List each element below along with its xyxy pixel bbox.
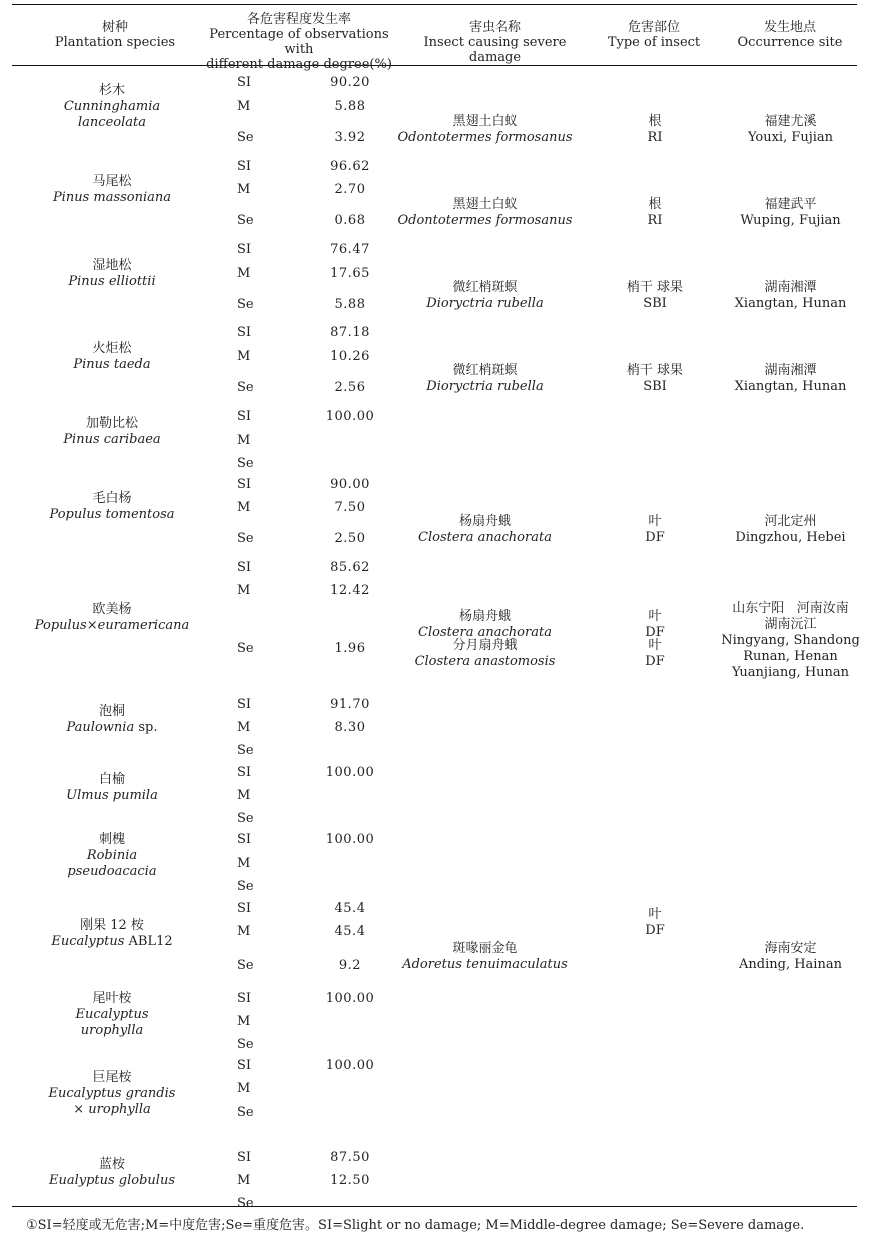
damage-percentage-value: 8.30 (334, 720, 366, 735)
species-cell (12, 491, 212, 523)
damage-level-label: M (237, 583, 251, 598)
type-cell (600, 609, 710, 670)
site-en: Ningyang, Shandong (721, 633, 860, 648)
damage-percentage-value: 100.00 (325, 1058, 375, 1073)
damage-level-label: Se (237, 1196, 254, 1211)
type-cn: 根 (648, 197, 662, 212)
header-rate-en-2: different damage degree(%) (206, 57, 392, 72)
damage-percentage-value: 3.92 (334, 130, 366, 145)
table-bottom-rule (12, 1206, 857, 1207)
insect-cell (390, 280, 580, 312)
species-cell (12, 174, 212, 206)
damage-level-label: SI (237, 901, 252, 916)
site-cell (718, 114, 863, 146)
header-site-cn: 发生地点 (763, 20, 816, 35)
site-cell (718, 941, 863, 973)
damage-percentage-value: 100.00 (325, 409, 375, 424)
species-name-cn: 蓝桉 (98, 1157, 125, 1172)
damage-percentage-value: 12.50 (330, 1173, 370, 1188)
damage-level-label: M (237, 433, 251, 448)
header-species-cn: 树种 (101, 20, 128, 35)
species-cell (12, 602, 212, 634)
insect-name-cn: 杨扇舟蛾 (458, 514, 511, 529)
insect-name-en: Odontotermes formosanus (397, 130, 573, 145)
insect-name-en: Dioryctria rubella (426, 296, 544, 311)
site-en: Youxi, Fujian (747, 130, 834, 145)
species-name-cn: 尾叶桉 (92, 991, 132, 1006)
site-cell (718, 363, 863, 395)
damage-percentage-value: 5.88 (334, 297, 366, 312)
insect-cell (390, 363, 580, 395)
site-cn: 河北定州 (764, 514, 817, 529)
site-cell (718, 514, 863, 546)
damage-level-label: M (237, 1081, 251, 1096)
species-name-en: urophylla (80, 1023, 144, 1038)
site-cell (718, 601, 863, 681)
insect-cell (390, 609, 580, 670)
species-name-en: Populus tomentosa (49, 507, 175, 522)
species-cell (12, 918, 212, 950)
site-cell (718, 280, 863, 312)
type-cn: 叶 (648, 907, 662, 922)
footnote: ①SI=轻度或无危害;M=中度危害;Se=重度危害。SI=Slight or no damage; M=Middle-degree damage; Se=Severe damage. (26, 1218, 805, 1233)
type-cell (600, 363, 710, 395)
species-cell (12, 416, 212, 448)
header-rate-en-1: Percentage of observations with (209, 27, 389, 57)
site-cn: 山东宁阳 河南汝南 (732, 601, 849, 616)
site-en: Dingzhou, Hebei (735, 530, 846, 545)
damage-level-label: M (237, 500, 251, 515)
damage-percentage-value: 85.62 (330, 560, 370, 575)
damage-percentage-value: 87.50 (330, 1150, 370, 1165)
damage-level-label: M (237, 266, 251, 281)
damage-level-label: M (237, 1173, 251, 1188)
type-en: DF (645, 625, 665, 640)
species-name-cn: 白榆 (98, 772, 125, 787)
damage-level-label: Se (237, 958, 254, 973)
insect-name-en: Dioryctria rubella (426, 379, 544, 394)
header-insect-en: Insect causing severe damage (423, 35, 567, 65)
damage-level-label: M (237, 788, 251, 803)
damage-percentage-value: 45.4 (334, 901, 366, 916)
insect-name-en: Clostera anachorata (418, 625, 552, 640)
damage-level-label: Se (237, 130, 254, 145)
insect-name-en: Adoretus tenuimaculatus (402, 957, 568, 972)
damage-level-label: Se (237, 811, 254, 826)
species-name-cn: 泡桐 (98, 704, 125, 719)
header-species (30, 20, 200, 50)
insect-name-cn: 分月扇舟蛾 (452, 638, 518, 653)
damage-level-label: SI (237, 409, 252, 424)
type-en: RI (647, 213, 663, 228)
insect-cell (390, 514, 580, 546)
species-name-en: Eucalyptus grandis (48, 1086, 176, 1101)
species-name-cn: 刺槐 (98, 832, 125, 847)
damage-level-label: Se (237, 879, 254, 894)
damage-percentage-value: 91.70 (330, 697, 370, 712)
damage-level-label: Se (237, 531, 254, 546)
species-name-en: Eucalyptus ABL12 (51, 934, 173, 949)
species-name-en: Pinus massoniana (52, 190, 172, 205)
type-cell (600, 280, 710, 312)
species-name-en: × urophylla (73, 1102, 151, 1117)
damage-level-label: Se (237, 641, 254, 656)
species-cell (12, 83, 212, 131)
insect-name-en: Clostera anachorata (418, 530, 552, 545)
type-cn: 叶 (648, 514, 662, 529)
species-name-en: Eucalyptus (75, 1007, 149, 1022)
damage-percentage-value: 2.70 (334, 182, 366, 197)
species-cell (12, 991, 212, 1039)
header-bottom-rule (12, 65, 857, 66)
site-cn: 海南安定 (764, 941, 817, 956)
insect-name-en: Clostera anastomosis (414, 654, 556, 669)
damage-level-label: Se (237, 743, 254, 758)
damage-level-label: SI (237, 325, 252, 340)
type-cell (600, 514, 710, 546)
damage-level-label: SI (237, 477, 252, 492)
damage-level-label: M (237, 1014, 251, 1029)
type-en: DF (645, 923, 665, 938)
species-name-en: lanceolata (78, 115, 146, 130)
site-cn: 湖南湘潭 (764, 280, 817, 295)
damage-level-label: M (237, 99, 251, 114)
species-name-cn: 巨尾桉 (92, 1070, 132, 1085)
type-cell (600, 197, 710, 229)
damage-level-label: M (237, 349, 251, 364)
damage-percentage-value: 90.20 (330, 75, 370, 90)
damage-level-label: SI (237, 832, 252, 847)
damage-level-label: SI (237, 560, 252, 575)
species-cell (12, 1070, 212, 1118)
species-cell (12, 772, 212, 804)
type-cn: 叶 (648, 609, 662, 624)
site-en: Anding, Hainan (739, 957, 842, 972)
damage-percentage-value: 12.42 (330, 583, 370, 598)
damage-level-label: M (237, 856, 251, 871)
header-species-en: Plantation species (54, 35, 176, 50)
damage-percentage-value: 10.26 (330, 349, 370, 364)
insect-name-cn: 杨扇舟蛾 (458, 609, 511, 624)
insect-cell (390, 197, 580, 229)
damage-percentage-value: 17.65 (330, 266, 370, 281)
species-name-en: Cunninghamia (63, 99, 161, 114)
damage-percentage-value: 90.00 (330, 477, 370, 492)
site-cn: 湖南湘潭 (764, 363, 817, 378)
site-en: Xiangtan, Hunan (734, 296, 847, 311)
damage-percentage-value: 76.47 (330, 242, 370, 257)
insect-cell (390, 114, 580, 146)
species-cell (12, 258, 212, 290)
damage-percentage-value: 2.50 (334, 531, 366, 546)
species-name-cn: 毛白杨 (92, 491, 132, 506)
species-name-en: Eualyptus globulus (48, 1173, 176, 1188)
species-name-en: pseudoacacia (67, 864, 157, 879)
header-insect (400, 20, 590, 65)
damage-percentage-value: 1.96 (334, 641, 366, 656)
damage-percentage-value: 5.88 (334, 99, 366, 114)
site-cn: 湖南沅江 (764, 617, 817, 632)
species-name-en: Paulownia sp. (66, 720, 158, 735)
insect-name-cn: 斑喙丽金龟 (452, 941, 518, 956)
damage-percentage-value: 7.50 (334, 500, 366, 515)
type-cn: 根 (648, 114, 662, 129)
damage-level-label: M (237, 924, 251, 939)
damage-level-label: Se (237, 297, 254, 312)
site-cell (718, 197, 863, 229)
damage-level-label: M (237, 720, 251, 735)
header-type-cn: 危害部位 (627, 20, 680, 35)
damage-level-label: SI (237, 242, 252, 257)
type-en: SBI (643, 296, 667, 311)
damage-level-label: SI (237, 991, 252, 1006)
insect-name-cn: 微红梢斑螟 (452, 363, 518, 378)
damage-percentage-value: 100.00 (325, 991, 375, 1006)
damage-level-label: SI (237, 765, 252, 780)
site-en: Yuanjiang, Hunan (731, 665, 850, 680)
insect-name-en: Odontotermes formosanus (397, 213, 573, 228)
header-site-en: Occurrence site (737, 35, 843, 50)
site-cn: 福建武平 (764, 197, 817, 212)
damage-level-label: Se (237, 380, 254, 395)
header-site (720, 20, 860, 50)
species-cell (12, 1157, 212, 1189)
table-top-rule (12, 4, 857, 5)
damage-percentage-value: 96.62 (330, 159, 370, 174)
type-cn: 梢干 球果 (626, 280, 684, 295)
damage-percentage-value: 45.4 (334, 924, 366, 939)
species-name-en: Populus×euramericana (34, 618, 190, 633)
site-en: Runan, Henan (743, 649, 838, 664)
damage-percentage-value: 9.2 (338, 958, 362, 973)
header-rate (196, 12, 402, 72)
type-cell (600, 114, 710, 146)
species-name-en: Pinus taeda (73, 357, 151, 372)
damage-level-label: SI (237, 1058, 252, 1073)
damage-level-label: Se (237, 1105, 254, 1120)
species-name-en: Pinus caribaea (63, 432, 161, 447)
damage-percentage-value: 100.00 (325, 765, 375, 780)
species-name-cn: 马尾松 (92, 174, 132, 189)
type-cell (600, 907, 710, 939)
species-name-cn: 湿地松 (92, 258, 132, 273)
site-cn: 福建尤溪 (764, 114, 817, 129)
insect-name-cn: 黑翅土白蚁 (452, 197, 518, 212)
species-name-cn: 火炬松 (92, 341, 132, 356)
type-en: RI (647, 130, 663, 145)
type-en: DF (645, 654, 665, 669)
species-name-cn: 杉木 (98, 83, 125, 98)
damage-level-label: SI (237, 159, 252, 174)
damage-level-label: SI (237, 697, 252, 712)
site-en: Xiangtan, Hunan (734, 379, 847, 394)
site-en: Wuping, Fujian (740, 213, 841, 228)
header-type-en: Type of insect (607, 35, 701, 50)
damage-percentage-value: 2.56 (334, 380, 366, 395)
species-name-cn: 加勒比松 (85, 416, 138, 431)
type-cn: 梢干 球果 (626, 363, 684, 378)
header-rate-cn: 各危害程度发生率 (246, 12, 351, 27)
damage-level-label: Se (237, 1037, 254, 1052)
insect-name-cn: 微红梢斑螟 (452, 280, 518, 295)
damage-percentage-value: 100.00 (325, 832, 375, 847)
damage-percentage-value: 0.68 (334, 213, 366, 228)
species-name-cn: 欧美杨 (92, 602, 132, 617)
species-name-en: Ulmus pumila (66, 788, 158, 803)
species-name-en: Pinus elliottii (68, 274, 156, 289)
species-cell (12, 832, 212, 880)
damage-level-label: Se (237, 456, 254, 471)
insect-cell (390, 941, 580, 973)
species-cell (12, 341, 212, 373)
insect-name-cn: 黑翅土白蚁 (452, 114, 518, 129)
damage-level-label: Se (237, 213, 254, 228)
species-name-cn: 刚果 12 桉 (80, 918, 144, 933)
damage-level-label: SI (237, 75, 252, 90)
damage-percentage-value: 87.18 (330, 325, 370, 340)
species-cell (12, 704, 212, 736)
type-en: SBI (643, 379, 667, 394)
header-type (596, 20, 712, 50)
damage-level-label: SI (237, 1150, 252, 1165)
type-en: DF (645, 530, 665, 545)
damage-level-label: M (237, 182, 251, 197)
header-insect-cn: 害虫名称 (468, 20, 521, 35)
type-cn: 叶 (648, 638, 662, 653)
species-name-en: Robinia (86, 848, 138, 863)
